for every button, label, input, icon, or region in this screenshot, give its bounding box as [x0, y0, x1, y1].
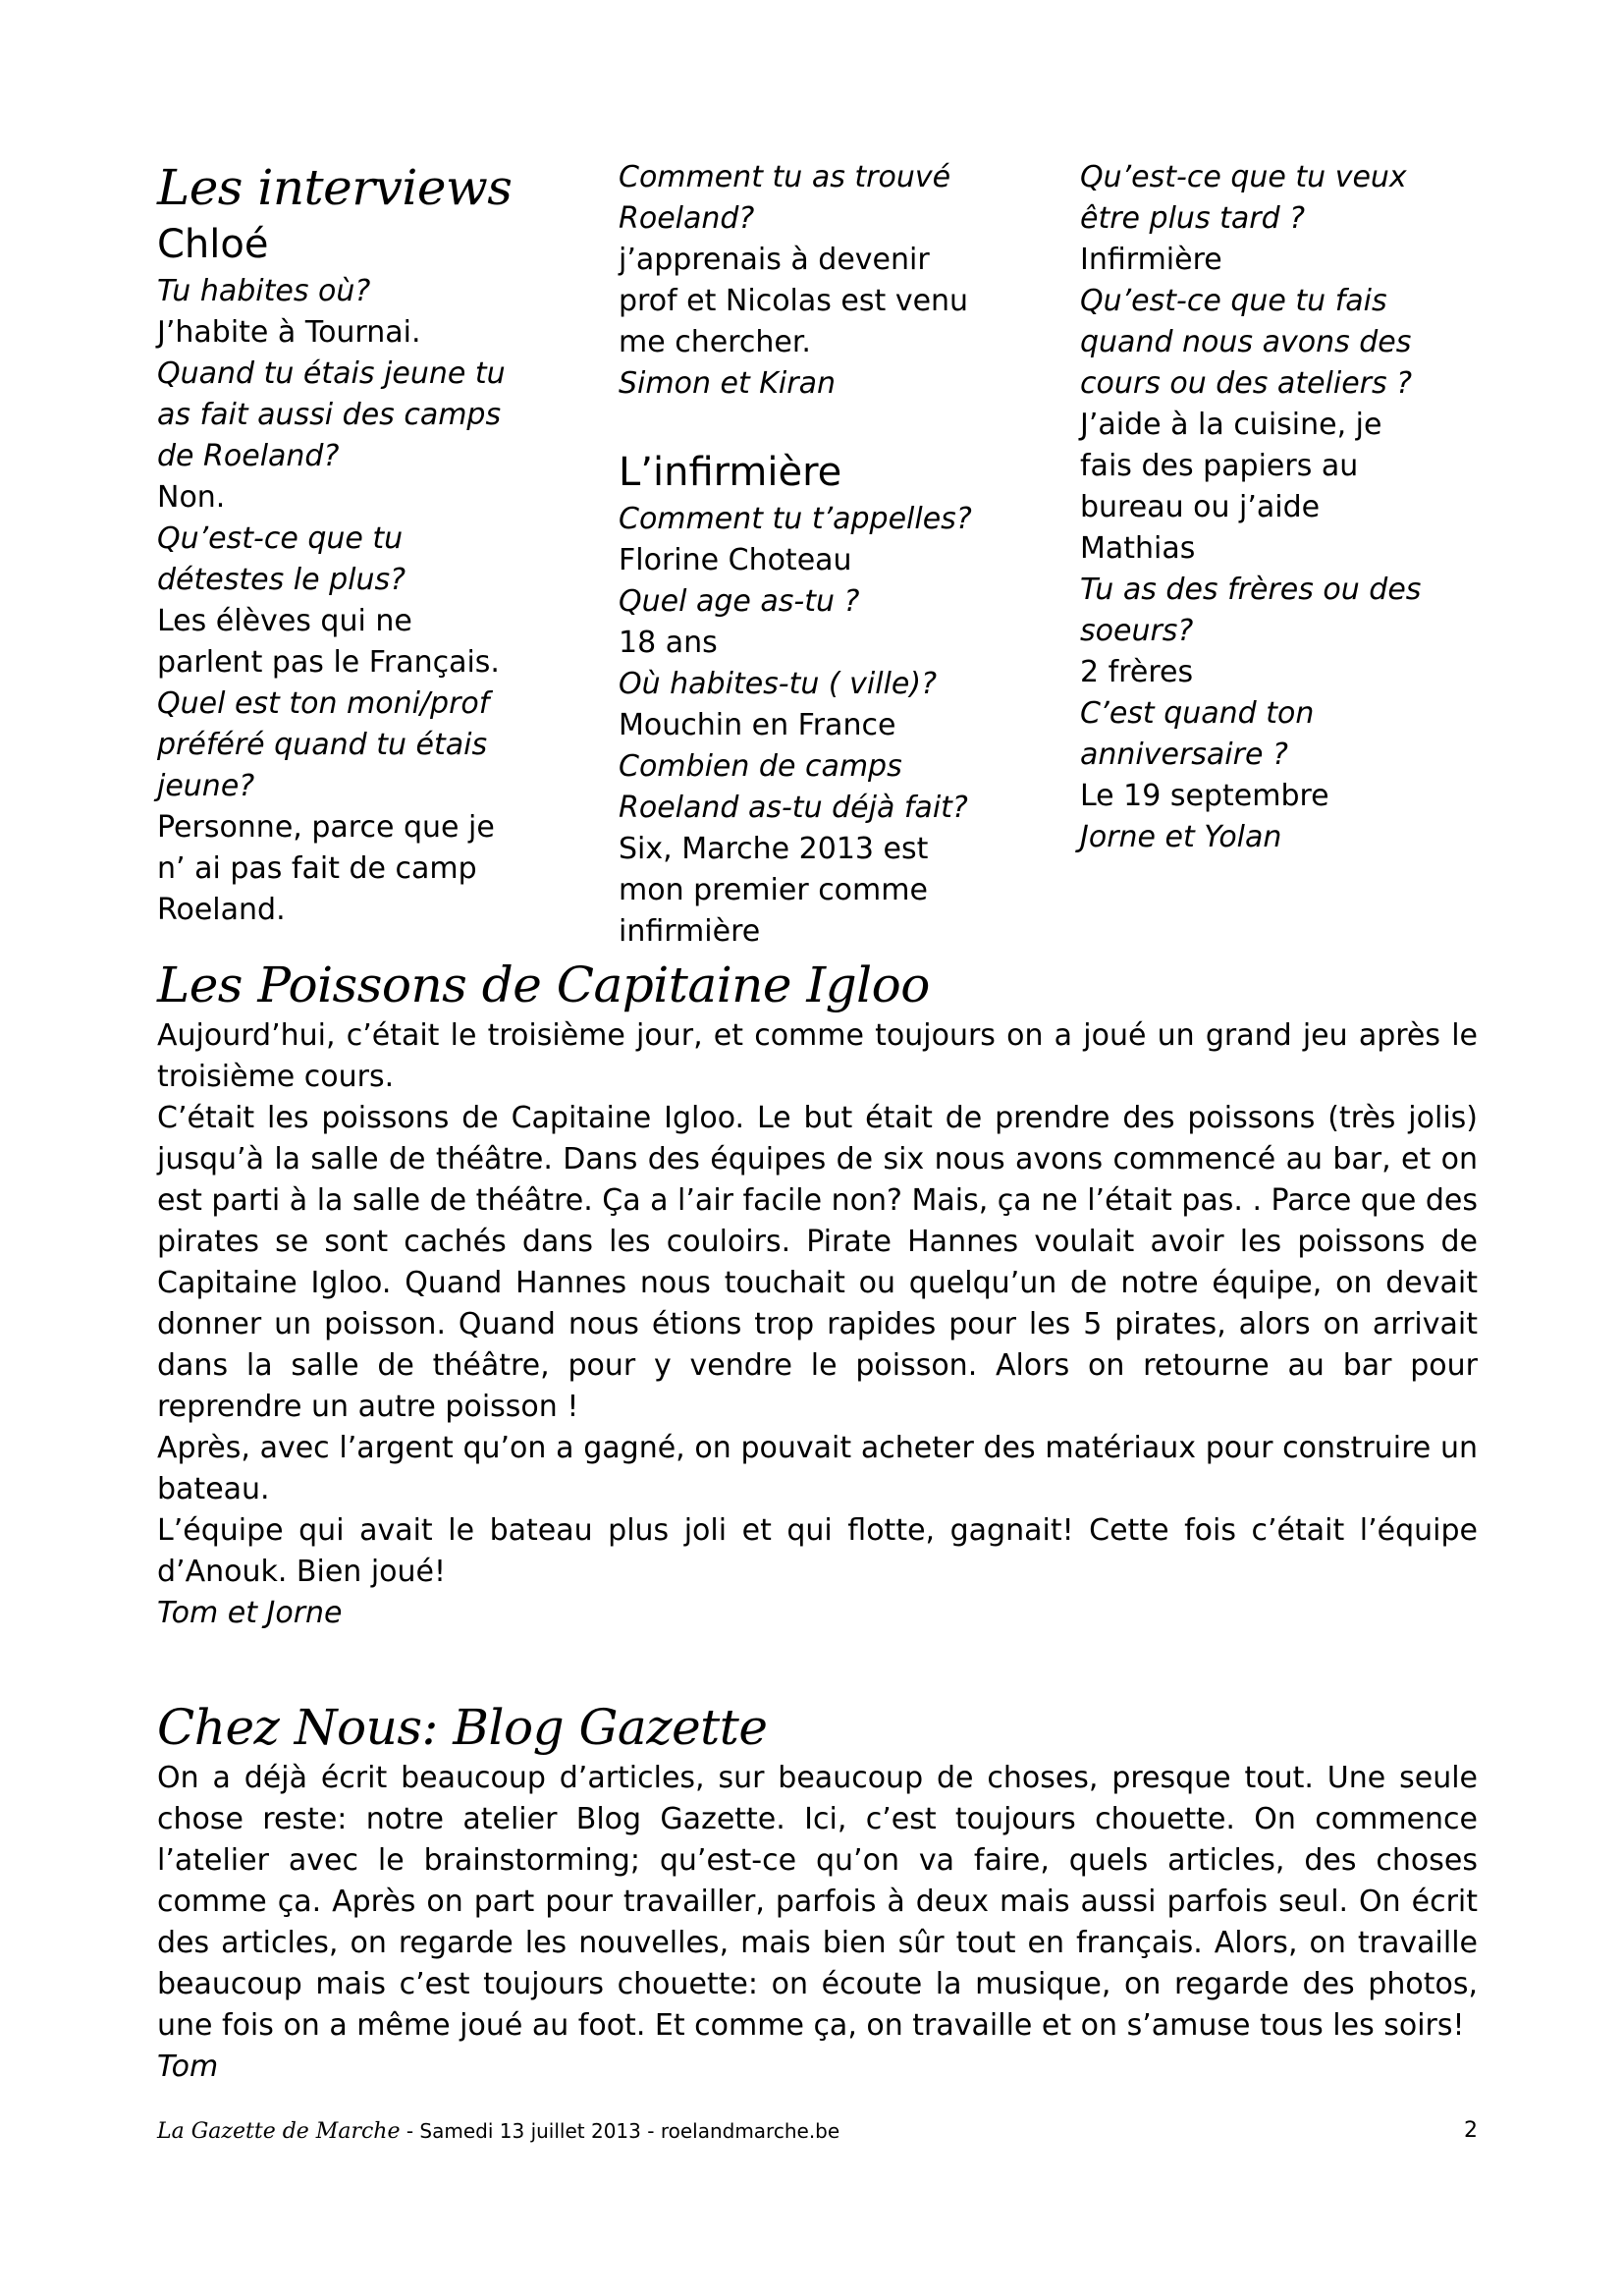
interview-question-line: de Roeland?: [157, 439, 340, 473]
interview-question-line: Qu’est-ce que tu: [157, 521, 404, 556]
interview-question-line: soeurs?: [1080, 614, 1194, 648]
interview-answer-line: Le 19 septembre: [1080, 779, 1329, 813]
interviews-column-3: [1080, 157, 1512, 858]
interview-question-line: C’est quand ton: [1080, 696, 1315, 731]
article-paragraph: Après, avec l’argent qu’on a gagné, on pouvait acheter des matériaux pour construire un bateau.: [157, 1431, 1478, 1506]
interview-question-line: préféré quand tu étais: [157, 728, 488, 762]
interview-question-line: Quand tu étais jeune tu: [157, 356, 506, 391]
interview-question-line: Roeland as-tu déjà fait?: [619, 791, 968, 825]
interviews-column-2: [619, 157, 1041, 953]
interview-question-line: Tu as des frères ou des: [1080, 573, 1422, 607]
interview-question-line: as fait aussi des camps: [157, 398, 502, 432]
interview-question-line: être plus tard ?: [1080, 201, 1306, 236]
interview-answer-line: j’apprenais à devenir: [619, 243, 930, 277]
interview-question-line: Tu habites où?: [157, 274, 371, 308]
chloe-interview-lines: [157, 271, 569, 931]
interview-question-line: anniversaire ?: [1080, 738, 1288, 772]
chloe-interview-continued: [619, 157, 1041, 405]
interview-answer-line: J’habite à Tournai.: [157, 315, 421, 350]
interview-question-line: Qu’est-ce que tu fais: [1080, 284, 1387, 318]
article-paragraph: L’équipe qui avait le bateau plus joli et qui flotte, gagnait! Cette fois c’était l’équipe d’Anouk. Bien joué!: [157, 1513, 1478, 1589]
interview-answer-line: Mathias: [1080, 531, 1196, 566]
interview-answer-line: Infirmière: [1080, 243, 1222, 277]
interview-answer-line: Florine Choteau: [619, 543, 852, 577]
nurse-interview-lines: [619, 499, 1041, 953]
publication-name: La Gazette de Marche: [157, 2119, 401, 2144]
interviews-column-1: [157, 157, 569, 931]
interview-answer-line: 2 frères: [1080, 655, 1194, 689]
interview-question-line: Quel age as-tu ?: [619, 584, 860, 619]
interview-answer-line: infirmière: [619, 914, 761, 949]
page-number: 2: [1464, 2118, 1478, 2143]
interview-answer-line: Les élèves qui ne: [157, 604, 412, 638]
interview-answer-line: prof et Nicolas est venu: [619, 284, 969, 318]
interview-answer-line: Six, Marche 2013 est: [619, 832, 929, 866]
interview-answer-line: Personne, parce que je: [157, 810, 495, 845]
interview-question-line: Roeland?: [619, 201, 755, 236]
section-title-interviews: Les interviews: [157, 159, 513, 216]
interview-question-line: Comment tu as trouvé: [619, 160, 951, 194]
interview-answer-line: 18 ans: [619, 626, 718, 660]
interview-answer-line: parlent pas le Français.: [157, 645, 500, 680]
interview-question-line: jeune?: [157, 769, 255, 803]
interview-question-line: quand nous avons des: [1080, 325, 1412, 359]
page-footer: [157, 2111, 1478, 2151]
spacer: [619, 405, 1041, 446]
interviewee-name-nurse: L’infirmière: [619, 450, 842, 495]
footer-date-site: Samedi 13 juillet 2013 - roelandmarche.be: [419, 2119, 840, 2143]
interview-answer-line: Non.: [157, 480, 226, 515]
interview-answer-line: Mouchin en France: [619, 708, 896, 742]
article-paragraph: On a déjà écrit beaucoup d’articles, sur beaucoup de choses, presque tout. Une seule chose reste: notre atelier Blog Gazette. Ici, c’est toujours chouette. On commence l’atelier avec le brainstorming; qu’est-ce qu’on va faire, quels articles, des choses comme ça. Après on part pour travailler, parfois à deux mais aussi parfois seul. On écrit des articles, on regarde les nouvelles, mais bien sûr tout en français. Alors, on travaille beaucoup mais c’est toujours chouette: on écoute la musique, on regarde des photos, une fois on a même joué au foot. Et comme ça, on travaille et on s’amuse tous les soirs!: [157, 1761, 1478, 2043]
interview-question-line: détestes le plus?: [157, 563, 406, 597]
interview-answer-line: bureau ou j’aide: [1080, 490, 1321, 524]
article-signature: Tom et Jorne: [157, 1596, 343, 1630]
interview-question-line: Comment tu t’appelles?: [619, 502, 972, 536]
interview-question-line: Où habites-tu ( ville)?: [619, 667, 938, 701]
footer-separator: -: [400, 2119, 420, 2143]
article-blog-gazette: [157, 1697, 1478, 2088]
article-paragraph: Aujourd’hui, c’était le troisième jour, et comme toujours on a joué un grand jeu après le troisième cours.: [157, 1018, 1478, 1094]
article-title-blog: Chez Nous: Blog Gazette: [157, 1699, 768, 1756]
interview-question-line: cours ou des ateliers ?: [1080, 366, 1413, 401]
interview-question-line: Jorne et Yolan: [1080, 820, 1282, 854]
interview-question-line: Combien de camps: [619, 749, 902, 784]
interview-question-line: Simon et Kiran: [619, 366, 837, 401]
interviewee-name-chloe: Chloé: [157, 222, 269, 267]
interview-answer-line: fais des papiers au: [1080, 449, 1359, 483]
interview-answer-line: mon premier comme: [619, 873, 928, 907]
interview-question-line: Qu’est-ce que tu veux: [1080, 160, 1407, 194]
article-paragraph: C’était les poissons de Capitaine Igloo. Le but était de prendre des poissons (très jolis) jusqu’à la salle de théâtre. Dans des équipes de six nous avons commencé au bar, et on est parti à la salle de théâtre. Ça a l’air facile non? Mais, ça ne l’était pas. . Parce que des pirates se sont cachés dans les couloirs. Pirate Hannes voulait avoir les poissons de Capitaine Igloo. Quand Hannes nous touchait ou quelqu’un de notre équipe, on devait donner un poisson. Quand nous étions trop rapides pour les 5 pirates, alors on arrivait dans la salle de théâtre, pour y vendre le poisson. Alors on retourne au bar pour reprendre un autre poisson !: [157, 1101, 1478, 1424]
nurse-interview-continued: [1080, 157, 1512, 858]
interview-answer-line: Roeland.: [157, 893, 286, 927]
article-signature: Tom: [157, 2050, 219, 2084]
article-title-poissons: Les Poissons de Capitaine Igloo: [157, 957, 930, 1013]
interview-answer-line: J’aide à la cuisine, je: [1080, 408, 1382, 442]
interview-answer-line: n’ ai pas fait de camp: [157, 851, 477, 886]
interview-question-line: Quel est ton moni/prof: [157, 686, 490, 721]
article-poissons: [157, 955, 1478, 1634]
interview-answer-line: me chercher.: [619, 325, 811, 359]
